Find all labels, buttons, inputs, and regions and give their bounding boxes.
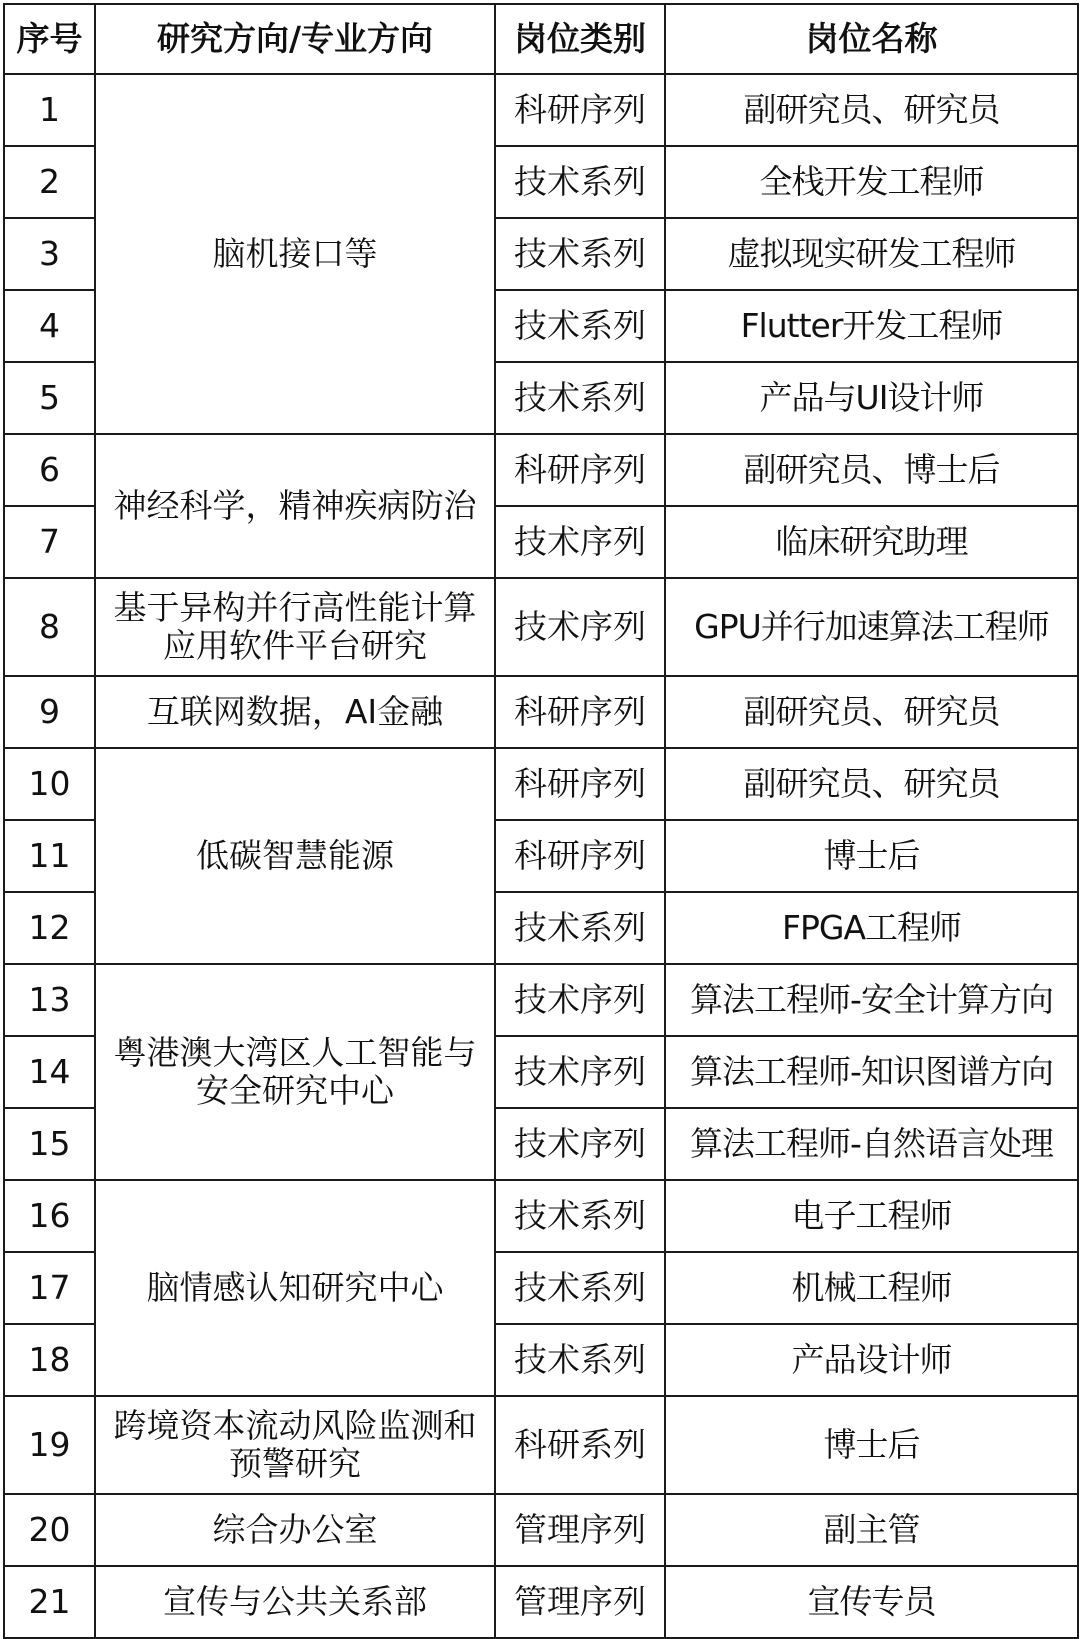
- position-cell: 电子工程师: [665, 1180, 1078, 1252]
- row-number: 17: [4, 1252, 95, 1324]
- header-row: [4, 4, 1078, 74]
- row-number: 16: [4, 1180, 95, 1252]
- job-positions-table: [3, 3, 1079, 1639]
- direction-cell: 脑情感认知研究中心: [95, 1180, 495, 1396]
- category-cell: 技术序列: [495, 1036, 665, 1108]
- row-number: 12: [4, 892, 95, 964]
- row-number: 20: [4, 1494, 95, 1566]
- category-cell: 管理序列: [495, 1566, 665, 1638]
- row-number: 6: [4, 434, 95, 506]
- category-cell: 技术系列: [495, 218, 665, 290]
- direction-cell: 跨境资本流动风险监测和预警研究: [95, 1396, 495, 1494]
- position-cell: 临床研究助理: [665, 506, 1078, 578]
- position-cell: 产品与UI设计师: [665, 362, 1078, 434]
- position-cell: 副研究员、博士后: [665, 434, 1078, 506]
- category-cell: 技术序列: [495, 506, 665, 578]
- row-number: 11: [4, 820, 95, 892]
- category-cell: 科研序列: [495, 820, 665, 892]
- category-cell: 技术序列: [495, 1108, 665, 1180]
- direction-cell: 基于异构并行高性能计算应用软件平台研究: [95, 578, 495, 676]
- row-number: 19: [4, 1396, 95, 1494]
- position-cell: 产品设计师: [665, 1324, 1078, 1396]
- category-cell: 技术系列: [495, 290, 665, 362]
- position-cell: FPGA工程师: [665, 892, 1078, 964]
- row-number: 21: [4, 1566, 95, 1638]
- category-cell: 技术系列: [495, 146, 665, 218]
- table-row: [4, 748, 1078, 820]
- category-cell: 科研序列: [495, 676, 665, 748]
- header-direction: 研究方向/专业方向: [95, 4, 495, 74]
- table-row: [4, 676, 1078, 748]
- category-cell: 技术系列: [495, 362, 665, 434]
- table-row: [4, 1566, 1078, 1638]
- row-number: 8: [4, 578, 95, 676]
- position-cell: 副研究员、研究员: [665, 74, 1078, 146]
- category-cell: 技术系列: [495, 892, 665, 964]
- row-number: 1: [4, 74, 95, 146]
- position-cell: 博士后: [665, 820, 1078, 892]
- position-cell: 副主管: [665, 1494, 1078, 1566]
- header-category: 岗位类别: [495, 4, 665, 74]
- row-number: 4: [4, 290, 95, 362]
- row-number: 7: [4, 506, 95, 578]
- position-cell: 算法工程师-知识图谱方向: [665, 1036, 1078, 1108]
- category-cell: 技术系列: [495, 1252, 665, 1324]
- direction-cell: 低碳智慧能源: [95, 748, 495, 964]
- position-cell: 全栈开发工程师: [665, 146, 1078, 218]
- table-row: [4, 434, 1078, 506]
- row-number: 14: [4, 1036, 95, 1108]
- table-row: [4, 1180, 1078, 1252]
- position-cell: 算法工程师-安全计算方向: [665, 964, 1078, 1036]
- position-cell: 虚拟现实研发工程师: [665, 218, 1078, 290]
- row-number: 13: [4, 964, 95, 1036]
- category-cell: 科研序列: [495, 74, 665, 146]
- position-cell: 博士后: [665, 1396, 1078, 1494]
- category-cell: 技术系列: [495, 1324, 665, 1396]
- position-cell: 宣传专员: [665, 1566, 1078, 1638]
- table-row: [4, 74, 1078, 146]
- row-number: 3: [4, 218, 95, 290]
- position-cell: 机械工程师: [665, 1252, 1078, 1324]
- header-position: 岗位名称: [665, 4, 1078, 74]
- category-cell: 技术系列: [495, 1180, 665, 1252]
- direction-cell: 神经科学，精神疾病防治: [95, 434, 495, 578]
- direction-cell: 综合办公室: [95, 1494, 495, 1566]
- category-cell: 科研序列: [495, 748, 665, 820]
- direction-cell: 互联网数据，AI金融: [95, 676, 495, 748]
- category-cell: 科研系列: [495, 1396, 665, 1494]
- table-row: [4, 1494, 1078, 1566]
- position-cell: Flutter开发工程师: [665, 290, 1078, 362]
- position-cell: 副研究员、研究员: [665, 676, 1078, 748]
- row-number: 15: [4, 1108, 95, 1180]
- row-number: 9: [4, 676, 95, 748]
- row-number: 2: [4, 146, 95, 218]
- header-number: 序号: [4, 4, 95, 74]
- position-cell: 算法工程师-自然语言处理: [665, 1108, 1078, 1180]
- position-cell: GPU并行加速算法工程师: [665, 578, 1078, 676]
- direction-cell: 脑机接口等: [95, 74, 495, 434]
- table-row: [4, 964, 1078, 1036]
- row-number: 10: [4, 748, 95, 820]
- direction-cell: 粤港澳大湾区人工智能与安全研究中心: [95, 964, 495, 1180]
- table-row: [4, 1396, 1078, 1494]
- category-cell: 技术序列: [495, 578, 665, 676]
- table-row: [4, 578, 1078, 676]
- category-cell: 管理序列: [495, 1494, 665, 1566]
- row-number: 5: [4, 362, 95, 434]
- category-cell: 科研序列: [495, 434, 665, 506]
- direction-cell: 宣传与公共关系部: [95, 1566, 495, 1638]
- category-cell: 技术序列: [495, 964, 665, 1036]
- row-number: 18: [4, 1324, 95, 1396]
- position-cell: 副研究员、研究员: [665, 748, 1078, 820]
